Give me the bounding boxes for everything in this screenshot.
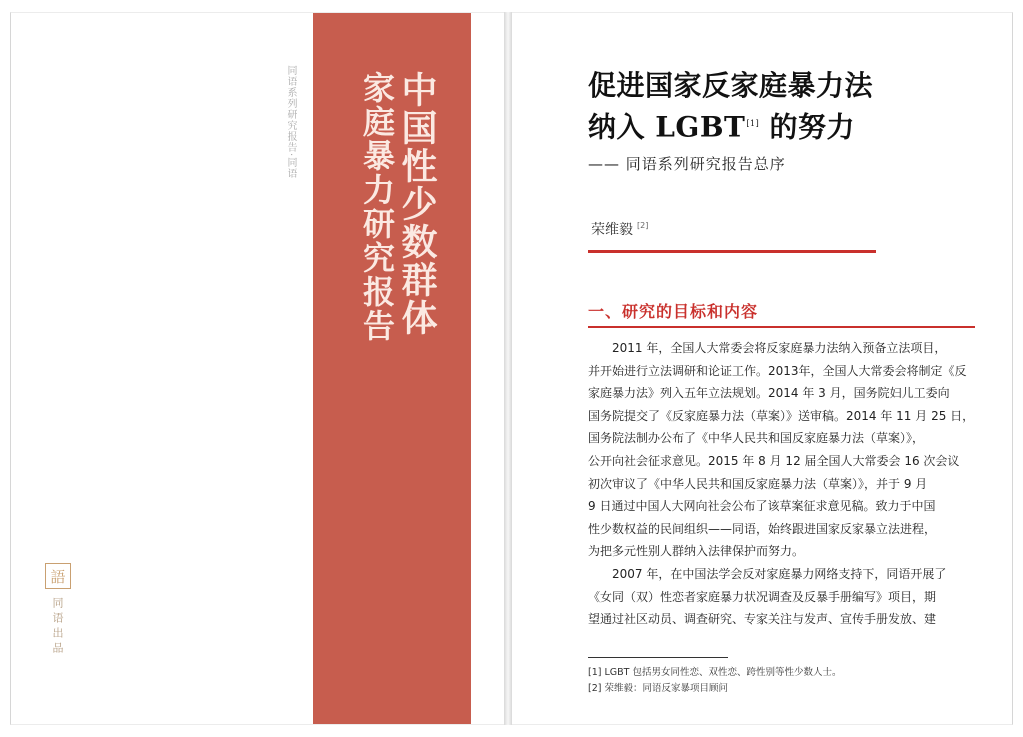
author-line [591,219,648,239]
section-divider [588,326,975,328]
left-page [10,12,505,725]
title-line-2-tail: 的努力 [759,110,855,144]
cover-title-band [313,13,471,724]
body-line: 公开向社会征求意见。2015 年 8 月 12 届全国人大常委会 16 次会议 [588,453,960,468]
body-line: 望通过社区动员、调查研究、专家关注与发声、宣传手册发放、建 [588,612,937,627]
body-line: 2007 年，在中国法学会反对家庭暴力网络支持下，同语开展了 [612,566,947,581]
body-text [588,337,977,631]
cover-title-col1: 中国性少数群体 [396,71,438,337]
footnote-1: [1] LGBT 包括男女同性恋、双性恋、跨性别等性少数人士。 [588,667,842,678]
author-name: 荣维毅 [591,222,633,238]
title-line-2-text: 纳入 LGBT [588,110,746,144]
body-line: 为把多元性别人群纳入法律保护而努力。 [588,544,805,559]
body-line: 家庭暴力法》列入五年立法规划。2014 年 3 月，国务院妇儿工委向 [588,386,950,401]
article-subtitle: —— 同语系列研究报告总序 [588,155,786,173]
publisher-name: 同语出品 [51,597,64,657]
title-line-2 [588,105,873,146]
author-footnote-ref[interactable]: [2] [637,221,649,231]
article-title [588,67,873,146]
body-line: 国务院提交了《反家庭暴力法（草案）》送审稿。2014 年 11 月 25 日， [588,408,975,423]
body-line: 《女同（双）性恋者家庭暴力状况调查及反暴手册编写》项目，期 [588,589,937,604]
body-line: 并开始进行立法调研和论证工作。2013年，全国人大常委会将制定《反 [588,363,967,378]
right-page [512,12,1013,725]
author-divider [588,250,876,253]
footnote-2: [2] 荣维毅：同语反家暴项目顾问 [588,683,728,694]
body-line: 性少数权益的民间组织——同语，始终跟进国家反家暴立法进程， [588,521,937,536]
cover-title [343,71,453,343]
faint-vertical-text: 同语系列研究报告·同语 [285,65,296,180]
body-line: 国务院法制办公布了《中华人民共和国反家庭暴力法（草案）》， [588,431,925,446]
title-footnote-ref[interactable]: [1] [746,119,760,128]
body-line: 初次审议了《中华人民共和国反家庭暴力法（草案）》，并于 9 月 [588,476,928,491]
cover-title-col2: 家庭暴力研究报告 [358,71,396,343]
publisher-logo: 語 [45,563,71,589]
footnotes [588,665,841,697]
body-line: 9 日通过中国人大网向社会公布了该草案征求意见稿。致力于中国 [588,499,936,514]
section-heading: 一、研究的目标和内容 [588,302,759,321]
book-gutter [504,12,512,725]
footnote-divider [588,657,728,658]
body-line: 2011 年，全国人大常委会将反家庭暴力法纳入预备立法项目， [612,341,947,355]
title-line-1: 促进国家反家庭暴力法 [588,69,874,102]
